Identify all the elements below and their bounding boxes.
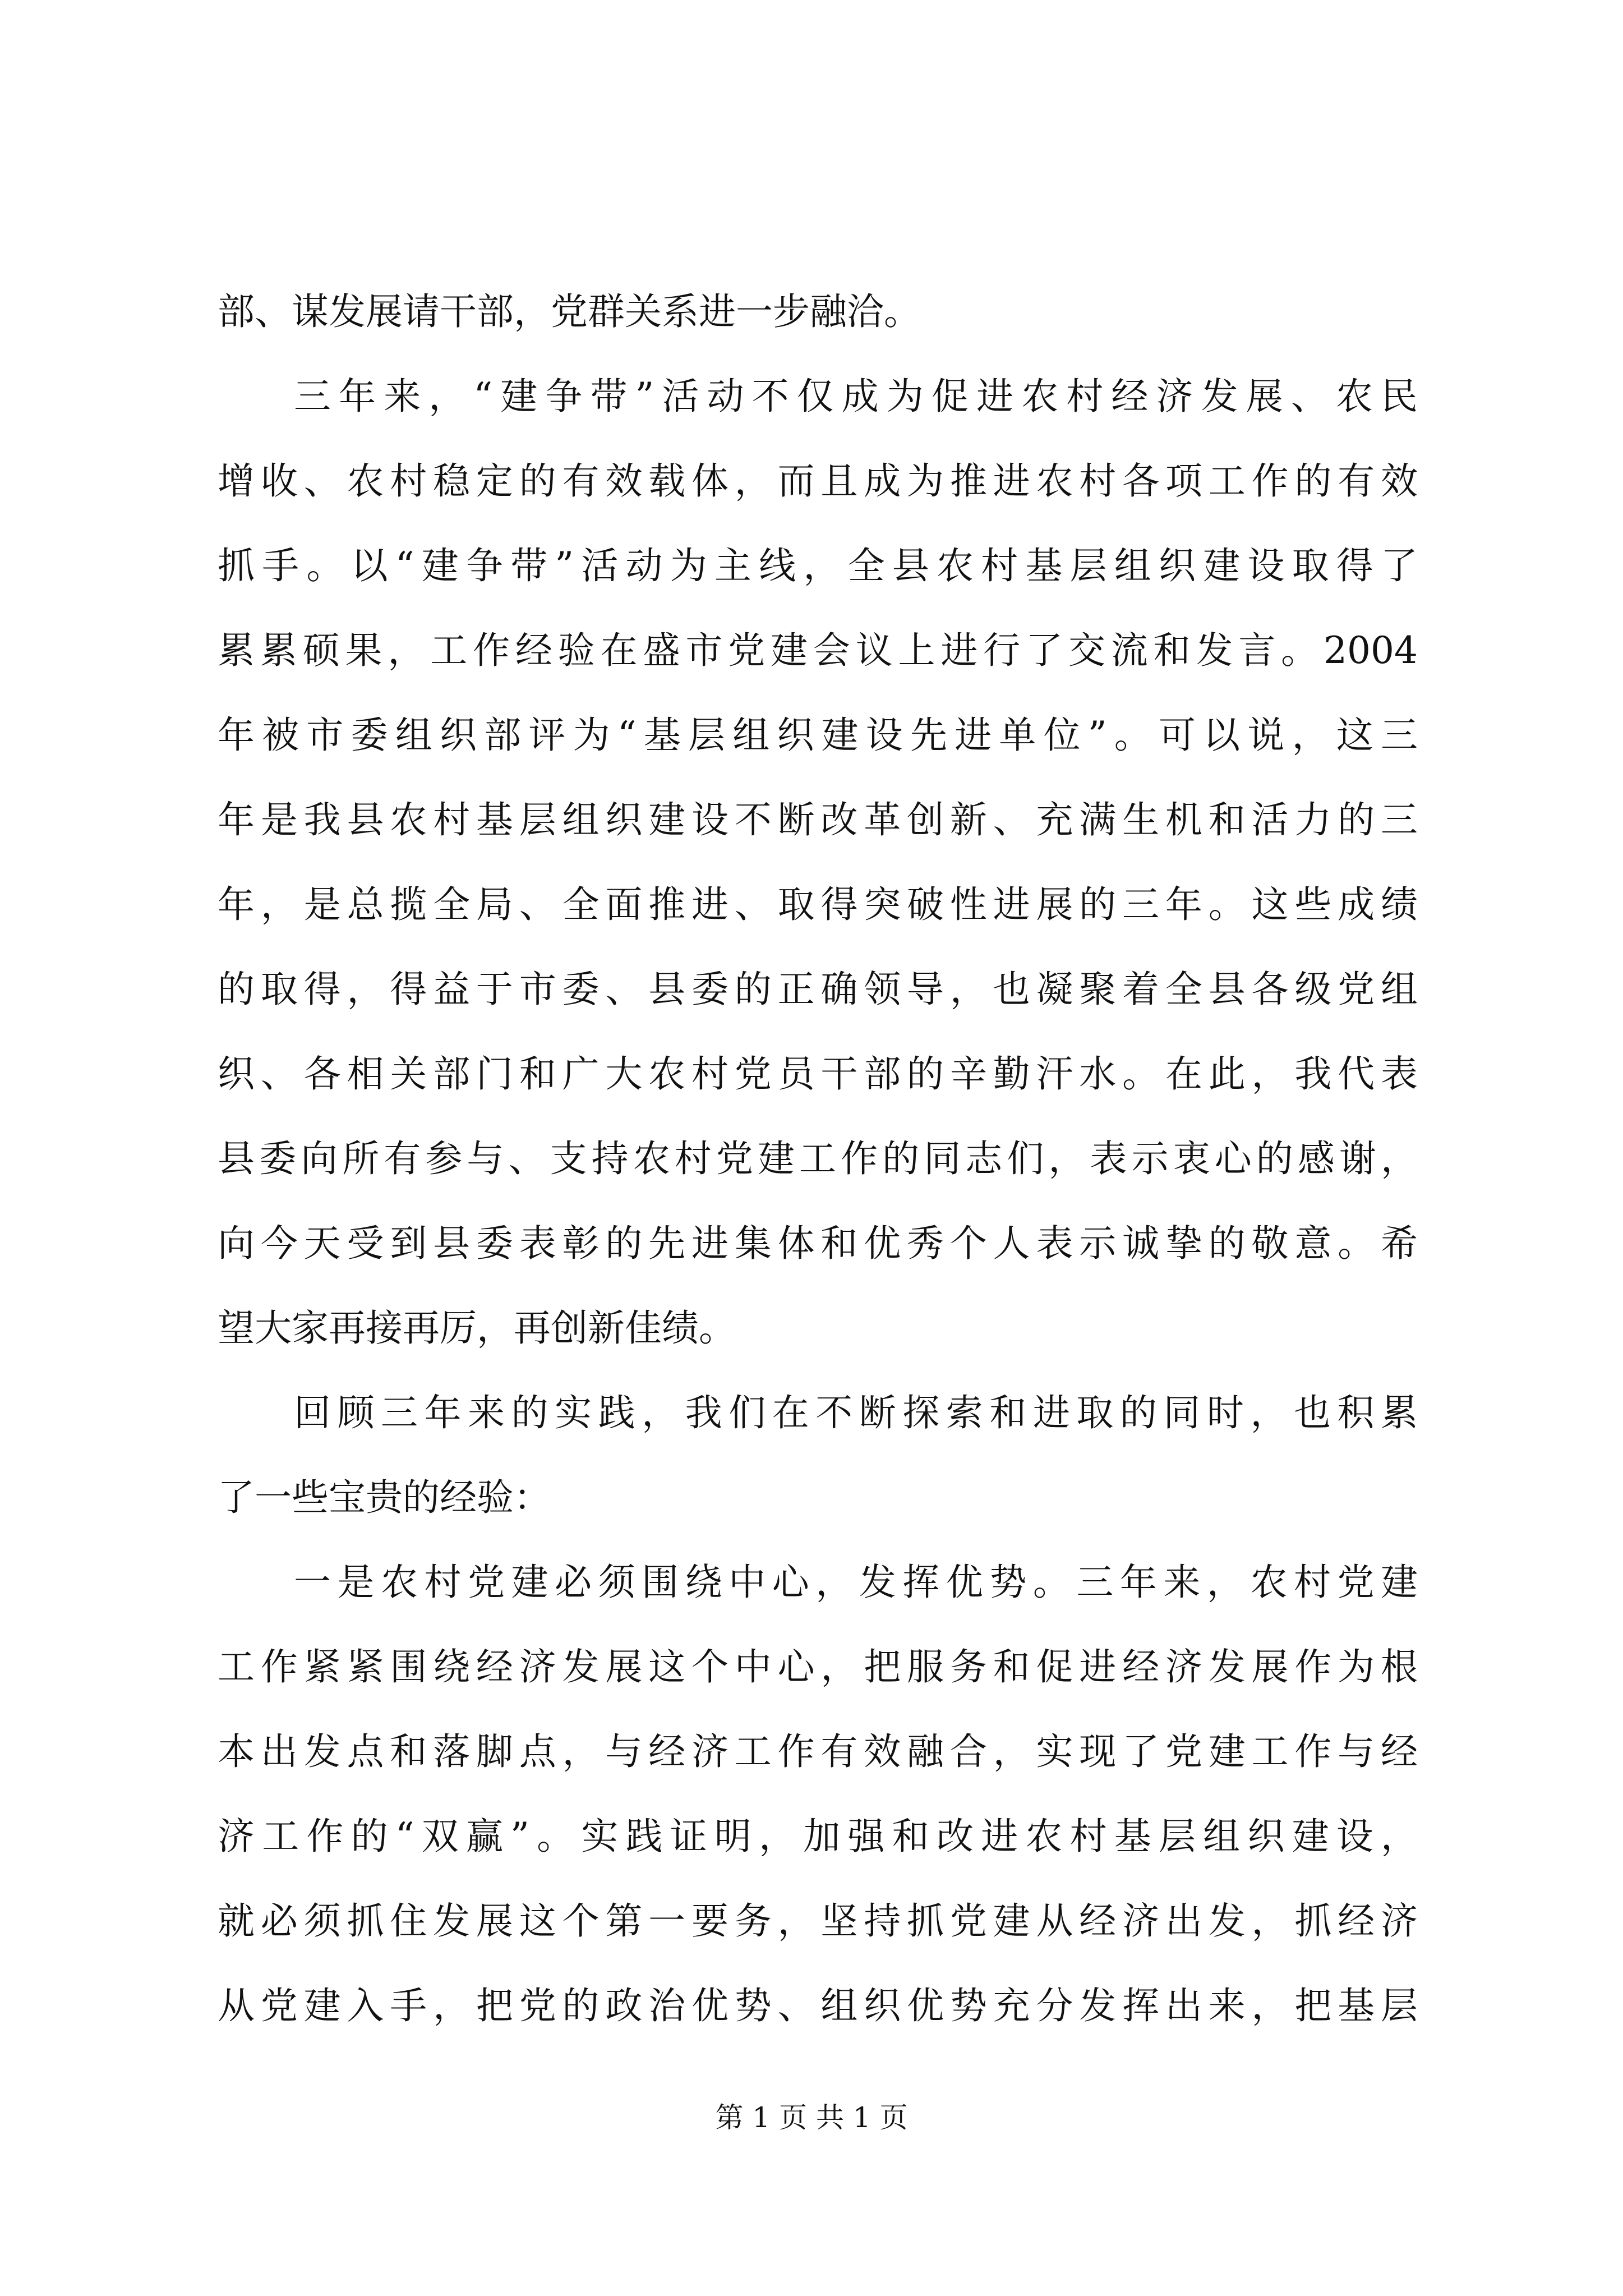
text-line: 就必须抓住发展这个第一要务，坚持抓党建从经济出发，抓经济 [218,1899,1418,1943]
text-line: 一是农村党建必须围绕中心，发挥优势。三年来，农村党建 [294,1561,1418,1604]
text-line: 从党建入手，把党的政治优势、组织优势充分发挥出来，把基层 [218,1984,1418,2027]
text-line: 织、各相关部门和广大农村党员干部的辛勤汗水。在此，我代表 [218,1052,1418,1096]
text-line: 济工作的“双赢”。实践证明，加强和改进农村基层组织建设， [218,1815,1418,1858]
document-body [218,269,1418,2048]
text-line: 累累硕果，工作经验在盛市党建会议上进行了交流和发言。2004 [218,629,1418,672]
text-line: 三年来，“建争带”活动不仅成为促进农村经济发展、农民 [294,375,1418,418]
text-line: 增收、农村稳定的有效载体，而且成为推进农村各项工作的有效 [218,459,1418,503]
text-line: 的取得，得益于市委、县委的正确领导，也凝聚着全县各级党组 [218,968,1418,1011]
text-line: 了一些宝贵的经验： [218,1476,551,1519]
text-line: 部、谋发展请干部，党群关系进一步融洽。 [218,290,921,333]
page-number-footer: 第 1 页 共 1 页 [715,2101,908,2134]
text-line: 回顾三年来的实践，我们在不断探索和进取的同时，也积累 [294,1391,1418,1434]
text-line: 抓手。以“建争带”活动为主线，全县农村基层组织建设取得了 [218,544,1418,587]
text-line: 年被市委组织部评为“基层组织建设先进单位”。可以说，这三 [218,714,1418,757]
text-line: 向今天受到县委表彰的先进集体和优秀个人表示诚挚的敬意。希 [218,1222,1418,1265]
text-line: 望大家再接再厉，再创新佳绩。 [218,1306,736,1350]
text-line: 本出发点和落脚点，与经济工作有效融合，实现了党建工作与经 [218,1730,1418,1773]
text-line: 年，是总揽全局、全面推进、取得突破性进展的三年。这些成绩 [218,883,1418,926]
text-line: 年是我县农村基层组织建设不断改革创新、充满生机和活力的三 [218,798,1418,841]
text-line: 县委向所有参与、支持农村党建工作的同志们，表示衷心的感谢， [218,1137,1418,1180]
text-line: 工作紧紧围绕经济发展这个中心，把服务和促进经济发展作为根 [218,1645,1418,1688]
